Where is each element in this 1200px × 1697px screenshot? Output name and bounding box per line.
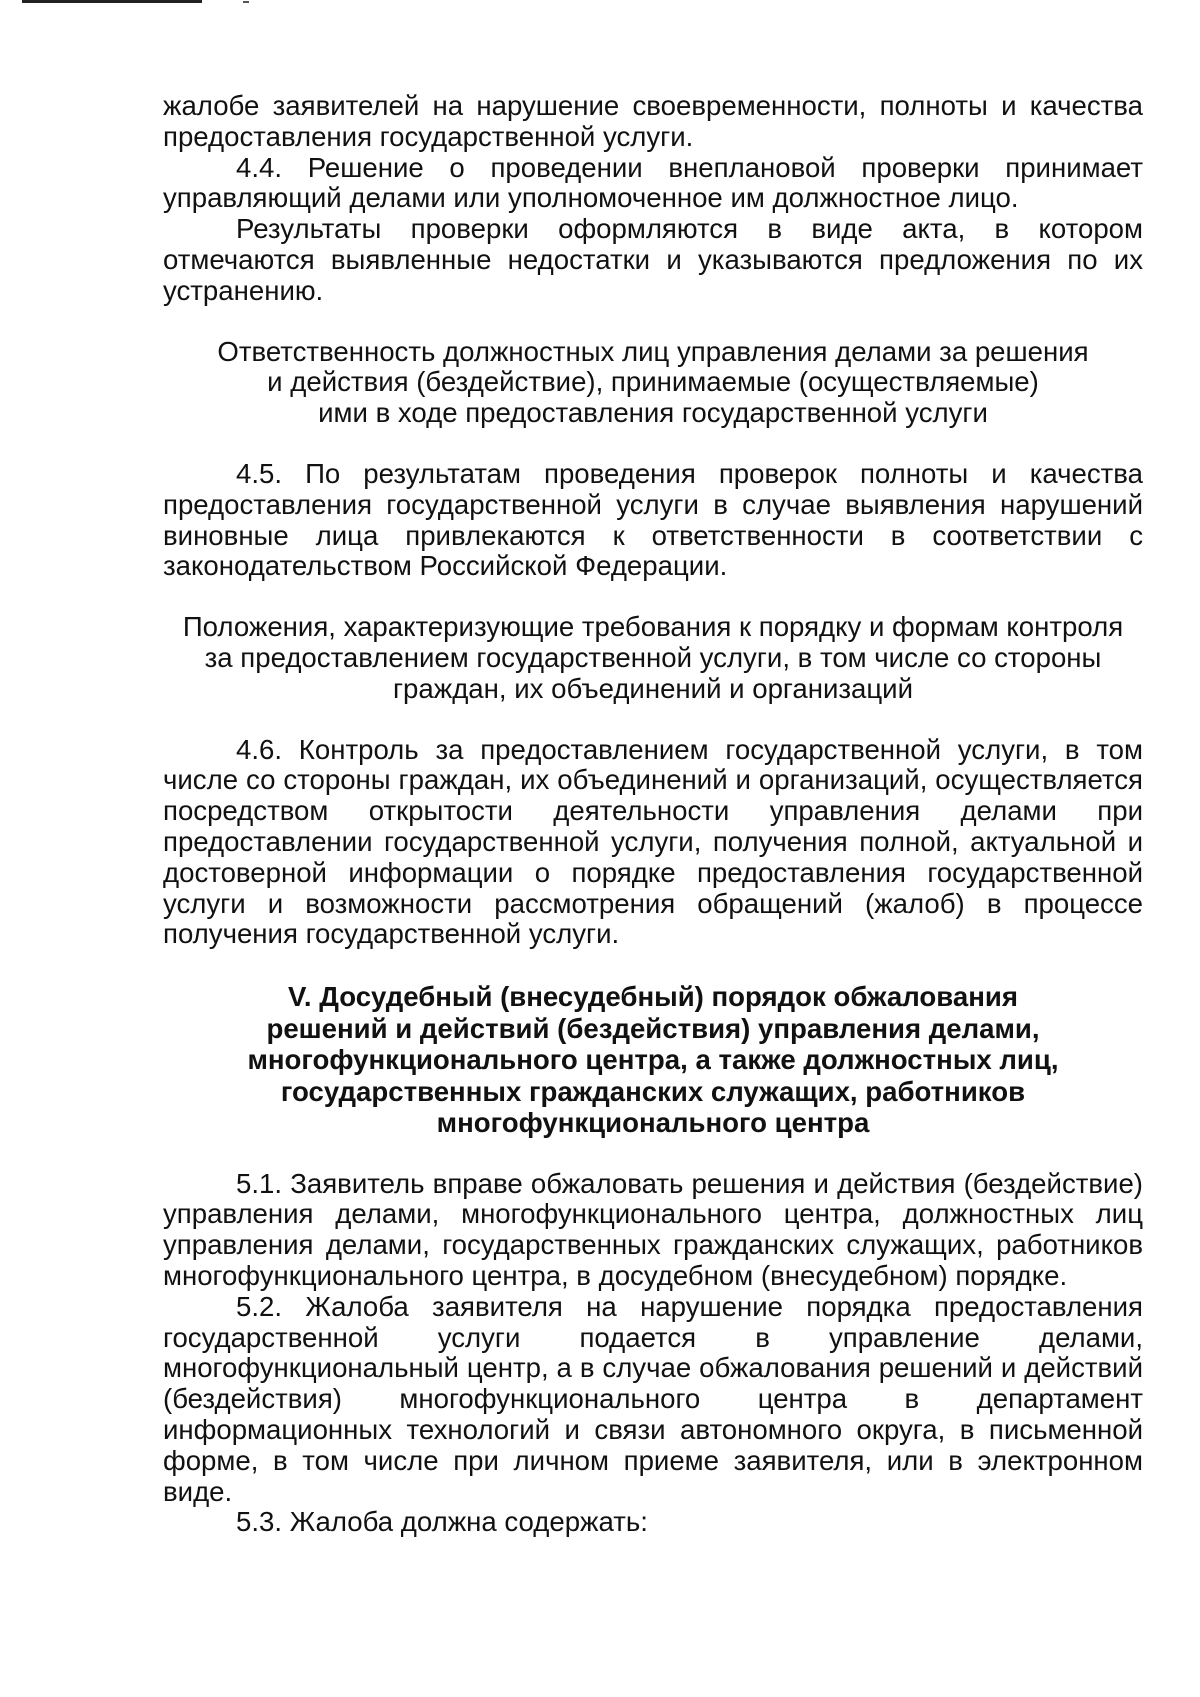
scan-edge-dot	[243, 1, 249, 3]
heading-line: государственных гражданских служащих, работников	[280, 1075, 1026, 1107]
paragraph-continuation: жалобе заявителей на нарушение своевременности, полноты и качества предоставления государственной услуги.	[163, 90, 1143, 152]
heading-line: многофункционального центра, а также должностных лиц,	[247, 1044, 1059, 1076]
paragraph-5-1: 5.1. Заявитель вправе обжаловать решения и действия (бездействие) управления делами, многофункционального центра, должностных лиц управления делами, государственных гражданских служащих, работников многофункционального центра, в досудебном (внесудебном) порядке.	[163, 1167, 1143, 1292]
document-page	[163, 91, 1143, 1538]
heading-line: за предоставлением государственной услуги, в том числе со стороны	[204, 641, 1102, 673]
heading-responsibility	[163, 337, 1143, 429]
scan-edge-mark	[22, 0, 202, 3]
heading-line: многофункционального центра	[436, 1107, 870, 1139]
heading-control-provisions	[163, 612, 1143, 704]
paragraph-4-5: 4.5. По результатам проведения проверок полноты и качества предоставления государственной услуги в случае выявления нарушений виновные лица привлекаются к ответственности в соответствии с законодательством Российской Федерации.	[163, 457, 1143, 582]
heading-line: и действия (бездействие), принимаемые (осуществляемые)	[267, 366, 1039, 398]
heading-line: Ответственность должностных лиц управления делами за решения	[217, 335, 1089, 367]
paragraph-5-2: 5.2. Жалоба заявителя на нарушение порядка предоставления государственной услуги подается в управление делами, многофункциональный центр, а в случае обжалования решений и действий (бездействия) многофункционального центра в департамент информационных технологий и связи автономного округа, в письменной форме, в том числе при личном приеме заявителя, или в электронном виде.	[163, 1290, 1143, 1507]
paragraph-4-4-results: Результаты проверки оформляются в виде акта, в котором отмечаются выявленные недостатки и указываются предложения по их устранению.	[163, 213, 1143, 306]
heading-line: ими в ходе предоставления государственной услуги	[318, 397, 988, 429]
paragraph-4-6: 4.6. Контроль за предоставлением государственной услуги, в том числе со стороны граждан, их объединений и организаций, осуществляется посредством открытости деятельности управления делами при предоставлении государственной услуги, получения полной, актуальной и достоверной информации о порядке предоставления государственной услуги и возможности рассмотрения обращений (жалоб) в процессе получения государственной услуги.	[163, 733, 1143, 950]
heading-line: граждан, их объединений и организаций	[392, 672, 914, 704]
heading-section-5	[163, 981, 1143, 1139]
heading-line: V. Досудебный (внесудебный) порядок обжалования	[288, 981, 1018, 1013]
paragraph-4-4: 4.4. Решение о проведении внеплановой проверки принимает управляющий делами или уполномоченное им должностное лицо.	[163, 151, 1143, 214]
heading-line: решений и действий (бездействия) управления делами,	[266, 1012, 1040, 1044]
paragraph-5-3: 5.3. Жалоба должна содержать:	[236, 1506, 648, 1538]
heading-line: Положения, характеризующие требования к порядку и формам контроля	[182, 611, 1124, 643]
